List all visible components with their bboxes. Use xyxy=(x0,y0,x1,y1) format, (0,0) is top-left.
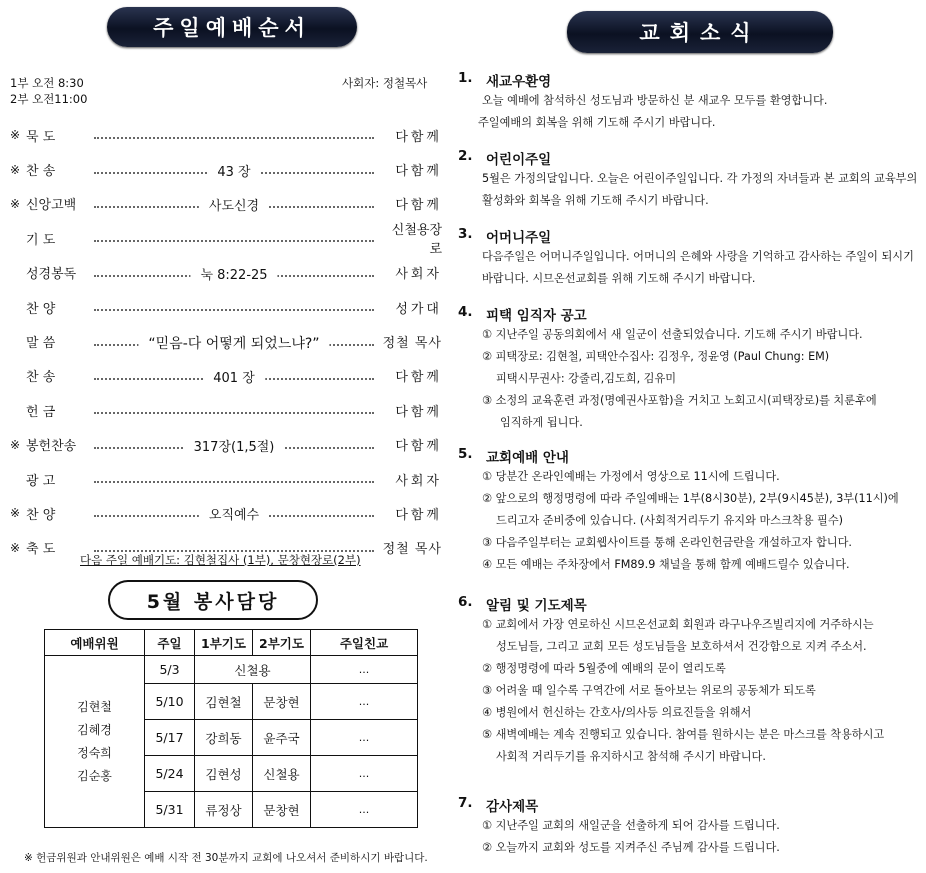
prayer-cell: 신철용 xyxy=(195,656,311,684)
order-leader: 사회자 xyxy=(395,473,442,489)
order-row xyxy=(10,290,442,324)
news-heading xyxy=(458,226,920,246)
service-times xyxy=(10,75,87,107)
table-header: 주일친교 xyxy=(311,630,418,656)
news-line: 5월은 가정의달입니다. 오늘은 어린이주일입니다. 각 가정의 자녀들과 본 교회의 교육부의 xyxy=(482,172,918,185)
required-mark: ※ xyxy=(10,128,21,143)
table-header: 2부기도 xyxy=(253,630,311,656)
news-line: ② 피택장로: 김현철, 피택안수집사: 김정우, 정윤영 (Paul Chung: EM) xyxy=(482,350,830,363)
order-detail: 43 장 xyxy=(207,161,260,180)
order-leader: 다함께 xyxy=(395,507,442,523)
required-mark: ※ xyxy=(10,437,21,452)
order-leader: 다함께 xyxy=(395,129,442,145)
order-leader: 정철 목사 xyxy=(382,542,442,558)
news-heading xyxy=(458,304,920,324)
sermon-title: “믿음-다 어떻게 되었느냐?” xyxy=(138,333,329,353)
news-line: 활성화와 회복을 위해 기도해 주시기 바랍니다. xyxy=(482,194,709,207)
order-leader: 다함께 xyxy=(395,404,442,420)
date-cell: 5/24 xyxy=(145,756,195,792)
news-section xyxy=(458,226,920,290)
news-line: 피택시무권사: 강줄리,김도희, 김유미 xyxy=(496,372,677,385)
news-line: ① 당분간 온라인예배는 가정에서 영상으로 11시에 드립니다. xyxy=(482,470,780,483)
required-mark: ※ xyxy=(10,506,21,521)
order-row xyxy=(10,221,442,258)
table-header: 1부기도 xyxy=(195,630,253,656)
news-line: 드리고자 준비중에 있습니다. (사회적거리두기 유지와 마스크착용 필수) xyxy=(496,514,844,527)
service-time-2: 2부 오전11:00 xyxy=(10,92,88,106)
order-item: 기 도 xyxy=(26,232,56,248)
order-detail: 401 장 xyxy=(203,367,265,386)
prayer-cell: 윤주국 xyxy=(253,720,311,756)
order-row xyxy=(10,324,442,358)
news-number: 6. xyxy=(458,594,473,610)
news-heading-text: 어머니주일 xyxy=(486,230,552,246)
order-row xyxy=(10,393,442,427)
news-line: ② 앞으로의 행정명령에 따라 주일예배는 1부(8시30분), 2부(9시45분), 3부(11시)에 xyxy=(482,492,899,505)
news-line: 사회적 거리두기를 유지하시고 참석해 주시기 바랍니다. xyxy=(496,750,766,763)
order-detail: 317장(1,5절) xyxy=(184,436,285,455)
table-header: 예배위원 xyxy=(45,630,145,656)
order-leader: 사회자 xyxy=(395,267,442,283)
church-news-title: 교회소식 xyxy=(567,11,833,53)
order-item: 성경봉독 xyxy=(26,267,77,283)
news-heading-text: 알림 및 기도제목 xyxy=(486,598,587,614)
news-number: 1. xyxy=(458,70,473,86)
news-line: ③ 다음주일부터는 교회웹사이트를 통해 온라인헌금란을 개설하고자 합니다. xyxy=(482,536,852,549)
order-item: 찬 양 xyxy=(26,301,56,317)
fellowship-cell: ... xyxy=(311,792,418,828)
order-item: 말 씀 xyxy=(26,336,56,352)
fellowship-cell: ... xyxy=(311,684,418,720)
news-section xyxy=(458,795,920,859)
news-line: ① 교회에서 가장 연로하신 시므온선교회 회원과 라구나우즈빌리지에 거주하시는 xyxy=(482,618,874,631)
news-heading-text: 교회예배 안내 xyxy=(486,450,569,466)
order-row xyxy=(10,462,442,496)
news-number: 4. xyxy=(458,304,473,320)
order-item: 광 고 xyxy=(26,473,56,489)
fellowship-cell: ... xyxy=(311,720,418,756)
offering-usher-note: ※ 헌금위원과 안내위원은 예배 시작 전 30분까지 교회에 나오셔서 준비하시기 바랍니다. xyxy=(24,852,428,864)
news-heading-text: 감사제목 xyxy=(486,799,539,815)
committee-member: 정숙희 xyxy=(77,745,112,760)
order-item: 신앙고백 xyxy=(26,198,77,214)
news-line: ⑤ 새벽예배는 계속 진행되고 있습니다. 참여를 원하시는 분은 마스크를 착용하시고 xyxy=(482,728,885,741)
prayer-cell: 김현성 xyxy=(195,756,253,792)
required-mark: ※ xyxy=(10,162,21,177)
presider: 사회자: 정철목사 xyxy=(342,76,428,90)
order-leader: 정철 목사 xyxy=(382,336,442,352)
order-row xyxy=(10,118,442,152)
table-header-row xyxy=(45,630,418,656)
news-line: ③ 소정의 교육훈련 과정(명예권사포함)을 거치고 노회고시(피택장로)를 치룬후에 xyxy=(482,394,877,407)
news-section xyxy=(458,148,920,212)
duty-table xyxy=(44,629,418,828)
committee-member: 김현철 xyxy=(77,699,112,714)
order-leader: 다함께 xyxy=(395,164,442,180)
order-row xyxy=(10,359,442,393)
order-leader: 다함께 xyxy=(395,198,442,214)
order-leader: 성가대 xyxy=(395,301,442,317)
date-cell: 5/17 xyxy=(145,720,195,756)
order-item: 묵 도 xyxy=(26,129,56,145)
news-section xyxy=(458,594,920,768)
order-leader: 신철용장로 xyxy=(391,223,442,258)
news-heading-text: 새교우환영 xyxy=(486,74,552,90)
order-item: 찬 송 xyxy=(26,164,56,180)
prayer-cell: 신철용 xyxy=(253,756,311,792)
order-row xyxy=(10,152,442,186)
order-row xyxy=(10,496,442,530)
date-cell: 5/10 xyxy=(145,684,195,720)
order-detail: 사도신경 xyxy=(199,195,269,214)
news-line: ② 오늘까지 교회와 성도를 지켜주신 주님께 감사를 드립니다. xyxy=(482,841,780,854)
committee-member: 김순홍 xyxy=(77,768,112,783)
worship-order-title: 주일예배순서 xyxy=(107,7,357,47)
news-line: ③ 어려울 때 일수록 구역간에 서로 돌아보는 위로의 공동체가 되도록 xyxy=(482,684,816,697)
prayer-cell: 류정상 xyxy=(195,792,253,828)
order-row xyxy=(10,428,442,462)
prayer-cell: 문창현 xyxy=(253,792,311,828)
news-heading-text: 어린이주일 xyxy=(486,152,552,168)
order-leader: 다함께 xyxy=(395,439,442,455)
order-item: 봉헌찬송 xyxy=(26,439,77,455)
order-leader: 다함께 xyxy=(395,370,442,386)
news-number: 2. xyxy=(458,148,473,164)
news-line: 바랍니다. 시므온선교회를 위해 기도해 주시기 바랍니다. xyxy=(482,272,756,285)
order-row xyxy=(10,187,442,221)
prayer-cell: 문창현 xyxy=(253,684,311,720)
service-time-1: 1부 오전 8:30 xyxy=(10,76,84,90)
prayer-cell: 김현철 xyxy=(195,684,253,720)
worship-order-list xyxy=(10,118,442,565)
news-heading-text: 피택 임직자 공고 xyxy=(486,308,587,324)
table-row xyxy=(45,656,418,684)
fellowship-cell: ... xyxy=(311,756,418,792)
news-section xyxy=(458,70,920,134)
news-line: ④ 모든 예배는 주차장에서 FM89.9 채널을 통해 함께 예배드릴수 있습니다. xyxy=(482,558,850,571)
order-item: 축 도 xyxy=(26,542,56,558)
news-section xyxy=(458,446,920,576)
news-number: 5. xyxy=(458,446,473,462)
order-detail: 눅 8:22-25 xyxy=(190,264,277,283)
news-heading xyxy=(458,795,920,815)
news-heading xyxy=(458,70,920,90)
news-line: ① 지난주일 공동의회에서 새 일군이 선출되었습니다. 기도해 주시기 바랍니다. xyxy=(482,328,863,341)
order-row xyxy=(10,256,442,290)
order-item: 찬 송 xyxy=(26,370,56,386)
next-week-prayer: 다음 주일 예배기도: 김현철집사 (1부), 문창현장로(2부) xyxy=(80,553,361,567)
duty-title: 5월 봉사담당 xyxy=(108,580,318,620)
news-line: 다음주일은 어머니주일입니다. 어머니의 은혜와 사랑을 기억하고 감사하는 주일이 되시기 xyxy=(482,250,914,263)
table-header: 주일 xyxy=(145,630,195,656)
news-line: 성도님들, 그리고 교회 모든 성도님들을 보호하셔서 건강함으로 지켜 주소서. xyxy=(496,640,867,653)
date-cell: 5/31 xyxy=(145,792,195,828)
news-line: 주일예배의 회복을 위해 기도해 주시기 바랍니다. xyxy=(478,116,716,129)
news-heading xyxy=(458,446,920,466)
news-line: 임직하게 됩니다. xyxy=(500,416,583,429)
committee-cell xyxy=(45,656,145,828)
news-number: 3. xyxy=(458,226,473,242)
news-number: 7. xyxy=(458,795,473,811)
prayer-cell: 강희동 xyxy=(195,720,253,756)
news-line: ④ 병원에서 헌신하는 간호사/의사등 의료진들을 위해서 xyxy=(482,706,752,719)
required-mark: ※ xyxy=(10,540,21,555)
news-section xyxy=(458,304,920,434)
fellowship-cell: ... xyxy=(311,656,418,684)
news-line: ① 지난주일 교회의 새일군을 선출하게 되어 감사를 드립니다. xyxy=(482,819,780,832)
news-line: 오늘 예배에 참석하신 성도님과 방문하신 분 새교우 모두를 환영합니다. xyxy=(482,94,828,107)
order-item: 헌 금 xyxy=(26,404,56,420)
news-heading xyxy=(458,594,920,614)
order-detail: 오직예수 xyxy=(199,504,269,523)
required-mark: ※ xyxy=(10,196,21,211)
order-item: 찬 양 xyxy=(26,507,56,523)
date-cell: 5/3 xyxy=(145,656,195,684)
committee-member: 김혜경 xyxy=(77,722,112,737)
news-heading xyxy=(458,148,920,168)
news-line: ② 행정명령에 따라 5월중에 예배의 문이 열리도록 xyxy=(482,662,726,675)
